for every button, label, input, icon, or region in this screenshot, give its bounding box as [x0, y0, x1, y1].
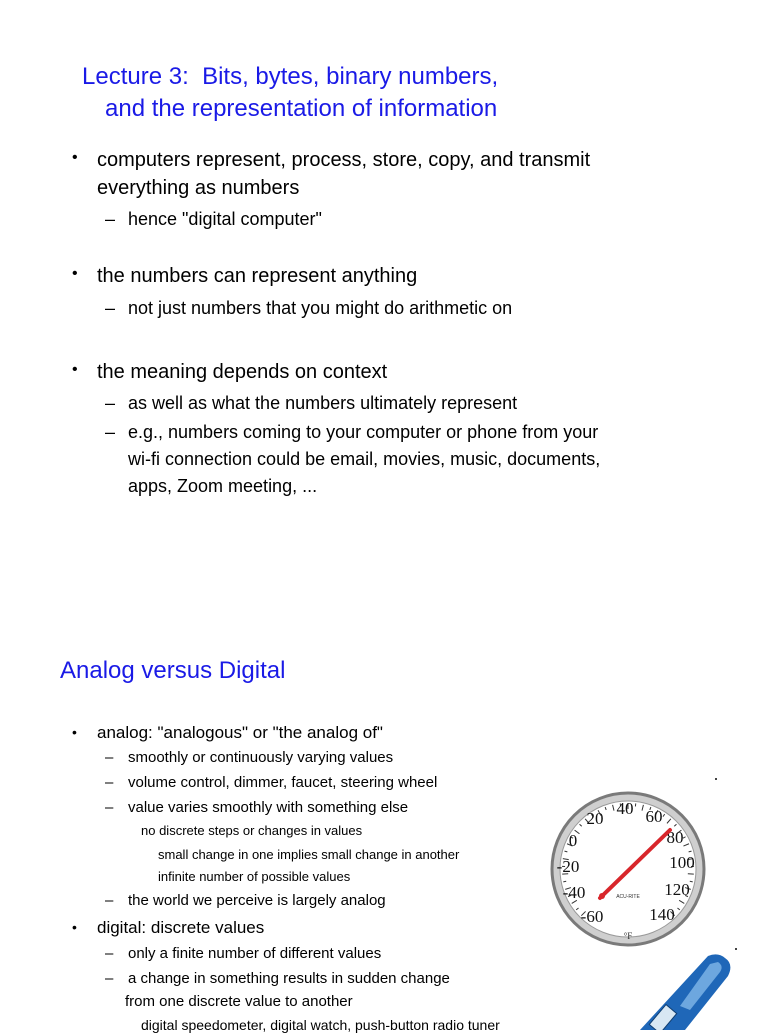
sub-bullet-text: from one discrete value to another	[125, 990, 450, 1013]
bullet-text-line: the numbers can represent anything	[97, 262, 417, 290]
sub-bullet-dash: –	[105, 419, 115, 446]
sub-bullet-text: volume control, dimmer, faucet, steering wheel	[128, 771, 437, 794]
gauge-number: -40	[563, 883, 586, 902]
sub-bullet-world-analog	[128, 889, 386, 912]
slide-title-line-1: Lecture 3: Bits, bytes, binary numbers,	[82, 62, 498, 92]
sub-bullet-text: only a finite number of different values	[128, 942, 381, 965]
sub-bullet-dash: –	[105, 771, 113, 794]
gauge-tick	[563, 881, 566, 882]
analog-digital-title: Analog versus Digital	[60, 656, 285, 686]
gauge-unit: °F	[624, 931, 633, 941]
gauge-hub	[599, 893, 605, 899]
bullet-digital	[97, 917, 264, 939]
gauge-number: 120	[664, 880, 690, 899]
bullet-text-line: computers represent, process, store, copy, and transmit	[97, 146, 590, 174]
gauge-number: -20	[557, 857, 580, 876]
sub-bullet-finite-values	[128, 942, 381, 965]
sub-bullet-dash: –	[105, 295, 115, 322]
sub-bullet-text: not just numbers that you might do arithmetic on	[128, 295, 512, 322]
gauge-number: -60	[581, 907, 604, 926]
gauge-number: 20	[587, 809, 604, 828]
gauge-number: 100	[669, 853, 695, 872]
bullet-numbers-anything	[97, 262, 417, 290]
speck-mark	[715, 778, 717, 780]
sub-bullet-not-just-numbers	[128, 295, 512, 322]
sub-bullet-dash: –	[105, 889, 113, 912]
sub-bullet-text: apps, Zoom meeting, ...	[128, 473, 600, 500]
gauge-number: 40	[617, 799, 634, 818]
sub-bullet-dash: –	[105, 206, 115, 233]
gauge-number: 60	[646, 807, 663, 826]
bullet-text-line: everything as numbers	[97, 174, 590, 202]
sub-bullet-text: hence "digital computer"	[128, 206, 322, 233]
sub-bullet-text: the world we perceive is largely analog	[128, 889, 386, 912]
bullet-dot: •	[72, 916, 77, 938]
bullet-dot: •	[72, 721, 77, 743]
analog-thermometer-gauge	[540, 790, 716, 948]
gauge-brand: ACU-RITE	[616, 894, 640, 900]
gauge-tick	[690, 881, 693, 882]
sub-bullet-dash: –	[105, 967, 113, 990]
digital-thermometer-image	[630, 950, 740, 1030]
bullet-dot: •	[72, 356, 78, 384]
sub-bullet-varies-smoothly	[128, 796, 408, 819]
bullet-dot: •	[72, 144, 78, 172]
sub-bullet-volume-control	[128, 771, 437, 794]
bullet-computers	[97, 146, 590, 202]
level3-no-discrete-steps: no discrete steps or changes in values	[141, 820, 362, 842]
sub-bullet-text: wi-fi connection could be email, movies, music, documents,	[128, 446, 600, 473]
bullet-text: analog: "analogous" or "the analog of"	[97, 722, 383, 744]
level4-infinite-values: infinite number of possible values	[158, 866, 350, 888]
level3-digital-examples-cut: digital speedometer, digital watch, push-button radio tuner	[141, 1014, 500, 1036]
level4-small-change: small change in one implies small change in another	[158, 844, 459, 866]
sub-bullet-smoothly	[128, 746, 393, 769]
sub-bullet-text: e.g., numbers coming to your computer or phone from your	[128, 419, 600, 446]
gauge-number: 80	[667, 828, 684, 847]
sub-bullet-text: a change in something results in sudden change	[128, 967, 450, 990]
sub-bullet-text: as well as what the numbers ultimately represent	[128, 390, 517, 417]
bullet-meaning-context	[97, 358, 387, 386]
gauge-number: 140	[649, 905, 675, 924]
sub-bullet-dash: –	[105, 942, 113, 965]
sub-bullet-text: value varies smoothly with something else	[128, 796, 408, 819]
sub-bullet-dash: –	[105, 390, 115, 417]
bullet-text-line: the meaning depends on context	[97, 358, 387, 386]
bullet-analog	[97, 722, 383, 744]
slide-title-line-2: and the representation of information	[105, 94, 497, 124]
sub-bullet-digital-computer	[128, 206, 322, 233]
sub-bullet-as-well	[128, 390, 517, 417]
bullet-text: digital: discrete values	[97, 917, 264, 939]
gauge-number: 0	[569, 831, 578, 850]
sub-bullet-dash: –	[105, 796, 113, 819]
sub-bullet-eg-wifi	[128, 419, 600, 500]
bullet-dot: •	[72, 260, 78, 288]
sub-bullet-dash: –	[105, 746, 113, 769]
sub-bullet-text: smoothly or continuously varying values	[128, 746, 393, 769]
sub-bullet-sudden-change	[128, 967, 450, 1013]
